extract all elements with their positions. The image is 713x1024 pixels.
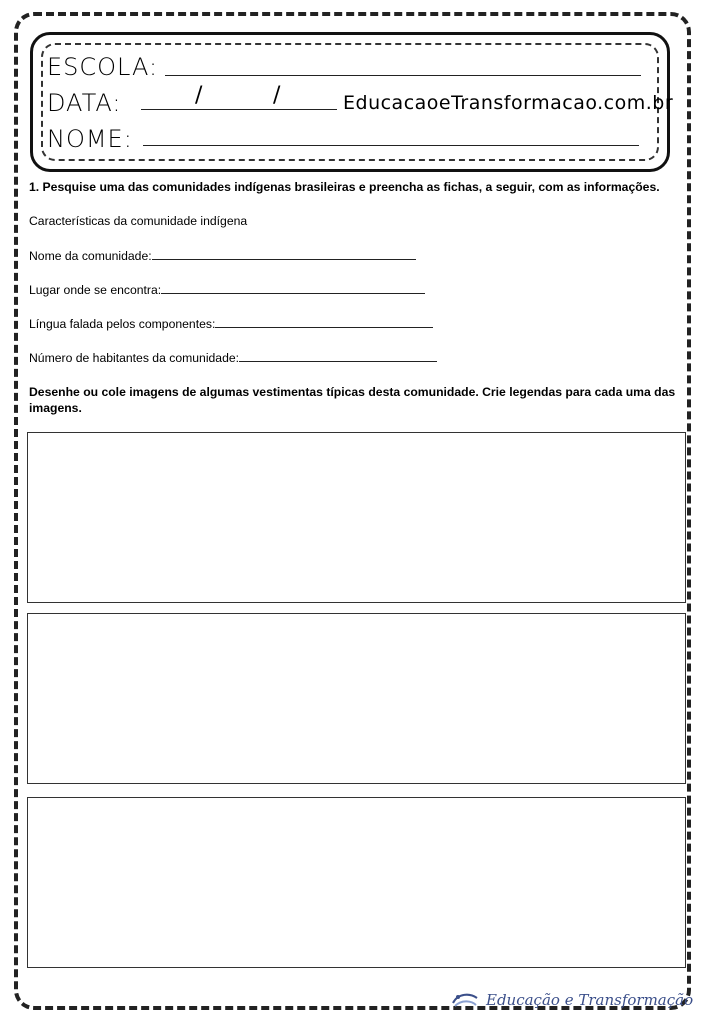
date-slash-2: / bbox=[273, 83, 281, 108]
school-label: ESCOLA: bbox=[47, 53, 159, 81]
date-slash-1: / bbox=[195, 83, 203, 108]
footer-logo bbox=[450, 988, 693, 1012]
school-line[interactable] bbox=[165, 75, 641, 76]
date-label: DATA: bbox=[47, 89, 122, 117]
answer-line[interactable] bbox=[239, 350, 437, 362]
name-line[interactable] bbox=[143, 145, 639, 146]
answer-line[interactable] bbox=[152, 248, 416, 260]
image-box-1[interactable] bbox=[27, 432, 686, 603]
section-heading: Características da comunidade indígena bbox=[29, 214, 248, 228]
answer-line[interactable] bbox=[161, 282, 425, 294]
date-line[interactable] bbox=[141, 109, 337, 110]
field-label: Língua falada pelos componentes: bbox=[29, 317, 216, 331]
field-location bbox=[29, 282, 425, 298]
field-community-name bbox=[29, 248, 416, 264]
header-box bbox=[30, 32, 674, 172]
field-label: Lugar onde se encontra: bbox=[29, 283, 162, 297]
image-box-3[interactable] bbox=[27, 797, 686, 968]
image-box-2[interactable] bbox=[27, 613, 686, 784]
name-label: NOME: bbox=[47, 125, 133, 153]
field-label: Nome da comunidade: bbox=[29, 249, 152, 263]
swirl-logo-icon bbox=[450, 989, 480, 1011]
website-text: EducacaoeTransformacao.com.br bbox=[343, 92, 674, 114]
answer-line[interactable] bbox=[215, 316, 433, 328]
drawing-instruction: Desenhe ou cole imagens de algumas vestimentas típicas desta comunidade. Crie legendas para cada uma das imagens. bbox=[29, 385, 676, 415]
field-inhabitants bbox=[29, 350, 437, 366]
field-label: Número de habitantes da comunidade: bbox=[29, 351, 240, 365]
field-language bbox=[29, 316, 433, 332]
question-title: 1. Pesquise uma das comunidades indígenas brasileiras e preencha as fichas, a seguir, com as informações. bbox=[29, 180, 660, 194]
footer-logo-text: Educação e Transformação bbox=[486, 991, 694, 1009]
